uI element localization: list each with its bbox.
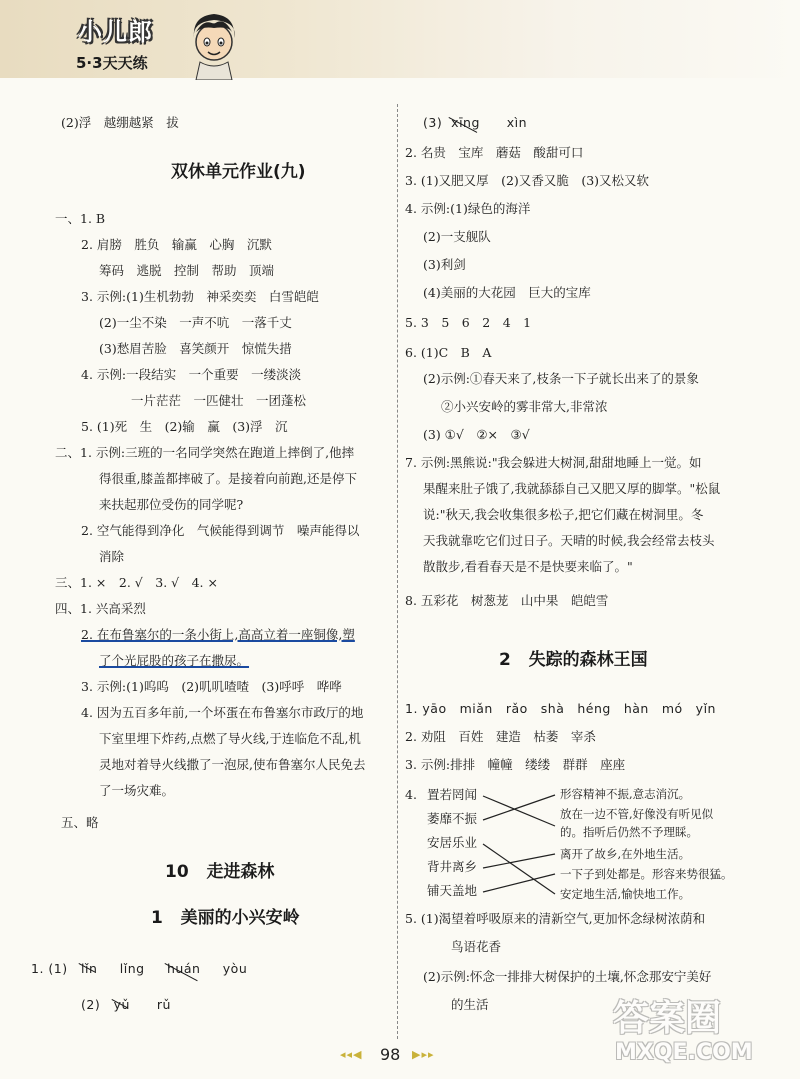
answer-line: 7. 示例:黑熊说:"我会躲进大树洞,甜甜地睡上一觉。如 (405, 455, 702, 470)
answer-line: 2. 名贵 宝库 蘑菇 酸甜可口 (405, 145, 584, 160)
section-title: 双休单元作业(九) (171, 162, 306, 182)
lesson-number: 2 (499, 650, 511, 670)
answer-line: 三、1. × 2. √ 3. √ 4. × (55, 575, 218, 590)
next-arrows-icon: ▶▸▸ (412, 1048, 435, 1061)
match-right-item: 的。指听后仍然不予理睬。 (560, 825, 698, 839)
match-left-item: 铺天盖地 (427, 883, 478, 898)
answer-line: (2)示例:①春天来了,枝条一下子就长出来了的景象 (423, 371, 699, 386)
brand-series: 5·3天天练 (76, 54, 148, 72)
answer-line: 4. 示例:(1)绿色的海洋 (405, 201, 531, 216)
watermark-url: MXQE.COM (615, 1040, 753, 1065)
crossed-pinyin: huán (166, 961, 201, 976)
answer-line: 天我就靠吃它们过日子。天晴的时候,我会经常去枝头 (423, 533, 715, 548)
pinyin-line (31, 960, 247, 978)
match-left-item: 萎靡不振 (427, 811, 478, 826)
lesson-title (499, 648, 648, 673)
answer-line: 2. 空气能得到净化 气候能得到调节 噪声能得以 (81, 523, 360, 538)
answer-line: (2)浮 越绷越紧 拔 (61, 115, 179, 130)
answer-line: (2)一支舰队 (423, 229, 491, 244)
answer-line: 消除 (99, 549, 125, 564)
item-label: (2) (81, 997, 101, 1012)
answer-line: 一、1. B (55, 211, 106, 226)
item-label: (3) (423, 115, 443, 130)
crossed-pinyin: yǔ (113, 997, 130, 1012)
underlined-answer: 2. 在布鲁塞尔的一条小街上,高高立着一座铜像,塑 (81, 627, 355, 642)
match-left-item: 安居乐业 (427, 835, 478, 850)
answer-line: 得很重,膝盖都摔破了。是接着向前跑,还是停下 (99, 471, 357, 486)
pinyin-line: 1. yāo miǎn rǎo shà héng hàn mó yǐn (405, 701, 716, 716)
answer-line: 的生活 (451, 997, 489, 1012)
lesson-name: 美丽的小兴安岭 (180, 908, 300, 928)
column-divider (397, 104, 398, 1039)
answer-line: (3)利剑 (423, 257, 466, 272)
page-header (0, 0, 800, 95)
answer-line: 3. (1)又肥又厚 (2)又香又脆 (3)又松又软 (405, 173, 650, 188)
answer-line: 2. 肩膀 胜负 输赢 心胸 沉默 (81, 237, 272, 252)
answer-line: (2)示例:怀念一排排大树保护的土壤,怀念那安宁美好 (423, 969, 712, 984)
match-left-item: 置若罔闻 (427, 787, 478, 802)
pinyin-word: lǐng (119, 961, 145, 976)
lesson-title (151, 906, 300, 931)
crossed-pinyin: xīng (451, 115, 480, 130)
page-number: 98 (380, 1045, 401, 1064)
answer-line: 筹码 逃脱 控制 帮助 顶端 (99, 263, 275, 278)
lesson-name: 失踪的森林王国 (528, 650, 648, 670)
answer-line: 3. 示例:(1)呜呜 (2)叽叽喳喳 (3)呼呼 哗哗 (81, 679, 342, 694)
answer-line: (3)愁眉苦脸 喜笑颜开 惊慌失措 (99, 341, 292, 356)
prev-arrows-icon: ◂◂◀ (340, 1048, 363, 1061)
pinyin-line (423, 114, 527, 132)
answer-line: 3. 示例:排排 幢幢 缕缕 群群 座座 (405, 757, 626, 772)
match-right-item: 离开了故乡,在外地生活。 (560, 847, 691, 861)
answer-line: 灵地对着导火线撒了一泡尿,使布鲁塞尔人民免去 (99, 757, 366, 772)
answer-line: 6. (1)C B A (405, 345, 492, 360)
answer-line: 8. 五彩花 树葱茏 山中果 皑皑雪 (405, 593, 609, 608)
unit-title (165, 860, 274, 885)
answer-line: 2. 劝阻 百姓 建造 枯萎 宰杀 (405, 729, 596, 744)
answer-line: 4. 示例:一段结实 一个重要 一缕淡淡 (81, 367, 302, 382)
crossed-pinyin: lǐn (81, 961, 98, 976)
pinyin-word: rǔ (156, 997, 171, 1012)
underlined-answer: 了个光屁股的孩子在撒尿。 (99, 653, 250, 668)
pinyin-line (81, 996, 171, 1014)
answer-line: 下室里埋下炸药,点燃了导火线,于连临危不乱,机 (99, 731, 361, 746)
item-label: 4. (405, 787, 417, 802)
pinyin-word: yòu (222, 961, 248, 976)
watermark-text: 答案圈 (613, 998, 722, 1039)
item-label: 1. (1) (31, 961, 68, 976)
match-lines (405, 786, 775, 906)
answer-line: 了一场灾难。 (99, 783, 175, 798)
match-right-item: 一下子到处都是。形容来势很猛。 (560, 867, 733, 881)
answer-line: 一片茫茫 一匹健壮 一团蓬松 (131, 393, 307, 408)
answer-line: 3. 示例:(1)生机勃勃 神采奕奕 白雪皑皑 (81, 289, 319, 304)
mascot-icon (184, 10, 244, 80)
answer-line: 4. 因为五百多年前,一个坏蛋在布鲁塞尔市政厅的地 (81, 705, 364, 720)
answer-line: ②小兴安岭的雾非常大,非常浓 (441, 399, 608, 414)
answer-line: 二、1. 示例:三班的一名同学突然在跑道上摔倒了,他摔 (55, 445, 355, 460)
lesson-number: 1 (151, 908, 163, 928)
pinyin-word: xìn (506, 115, 528, 130)
answer-line: 来扶起那位受伤的同学呢? (99, 497, 244, 512)
answer-line: (2)一尘不染 一声不吭 一落千丈 (99, 315, 292, 330)
answer-line: 5. (1)死 生 (2)输 赢 (3)浮 沉 (81, 419, 288, 434)
answer-line: 果醒来肚子饿了,我就舔舔自己又肥又厚的脚掌。"松鼠 (423, 481, 721, 496)
answer-line: 五、略 (61, 815, 99, 830)
answer-line: (4)美丽的大花园 巨大的宝库 (423, 285, 591, 300)
match-right-item: 放在一边不管,好像没有听见似 (560, 807, 714, 821)
unit-name: 走进森林 (206, 862, 275, 882)
brand-logo (72, 10, 232, 80)
answer-line: 5. (1)渴望着呼吸原来的清新空气,更加怀念绿树浓荫和 (405, 911, 706, 926)
brand-title: 小儿郎 (78, 18, 153, 46)
site-watermark (575, 990, 795, 1075)
matching-exercise (405, 786, 775, 901)
unit-number: 10 (165, 862, 189, 882)
answer-line: (3) ①√ ②× ③√ (423, 427, 530, 442)
answer-line: 说:"秋天,我会收集很多松子,把它们藏在树洞里。冬 (423, 507, 704, 522)
answer-line: 鸟语花香 (451, 939, 502, 954)
match-right-item: 安定地生活,愉快地工作。 (560, 887, 691, 901)
match-left-item: 背井离乡 (427, 859, 478, 874)
answer-line: 四、1. 兴高采烈 (55, 601, 146, 616)
answer-line: 5. 3 5 6 2 4 1 (405, 315, 532, 330)
match-right-item: 形容精神不振,意志消沉。 (560, 787, 691, 801)
answer-line: 散散步,看看春天是不是快要来临了。" (423, 559, 633, 574)
